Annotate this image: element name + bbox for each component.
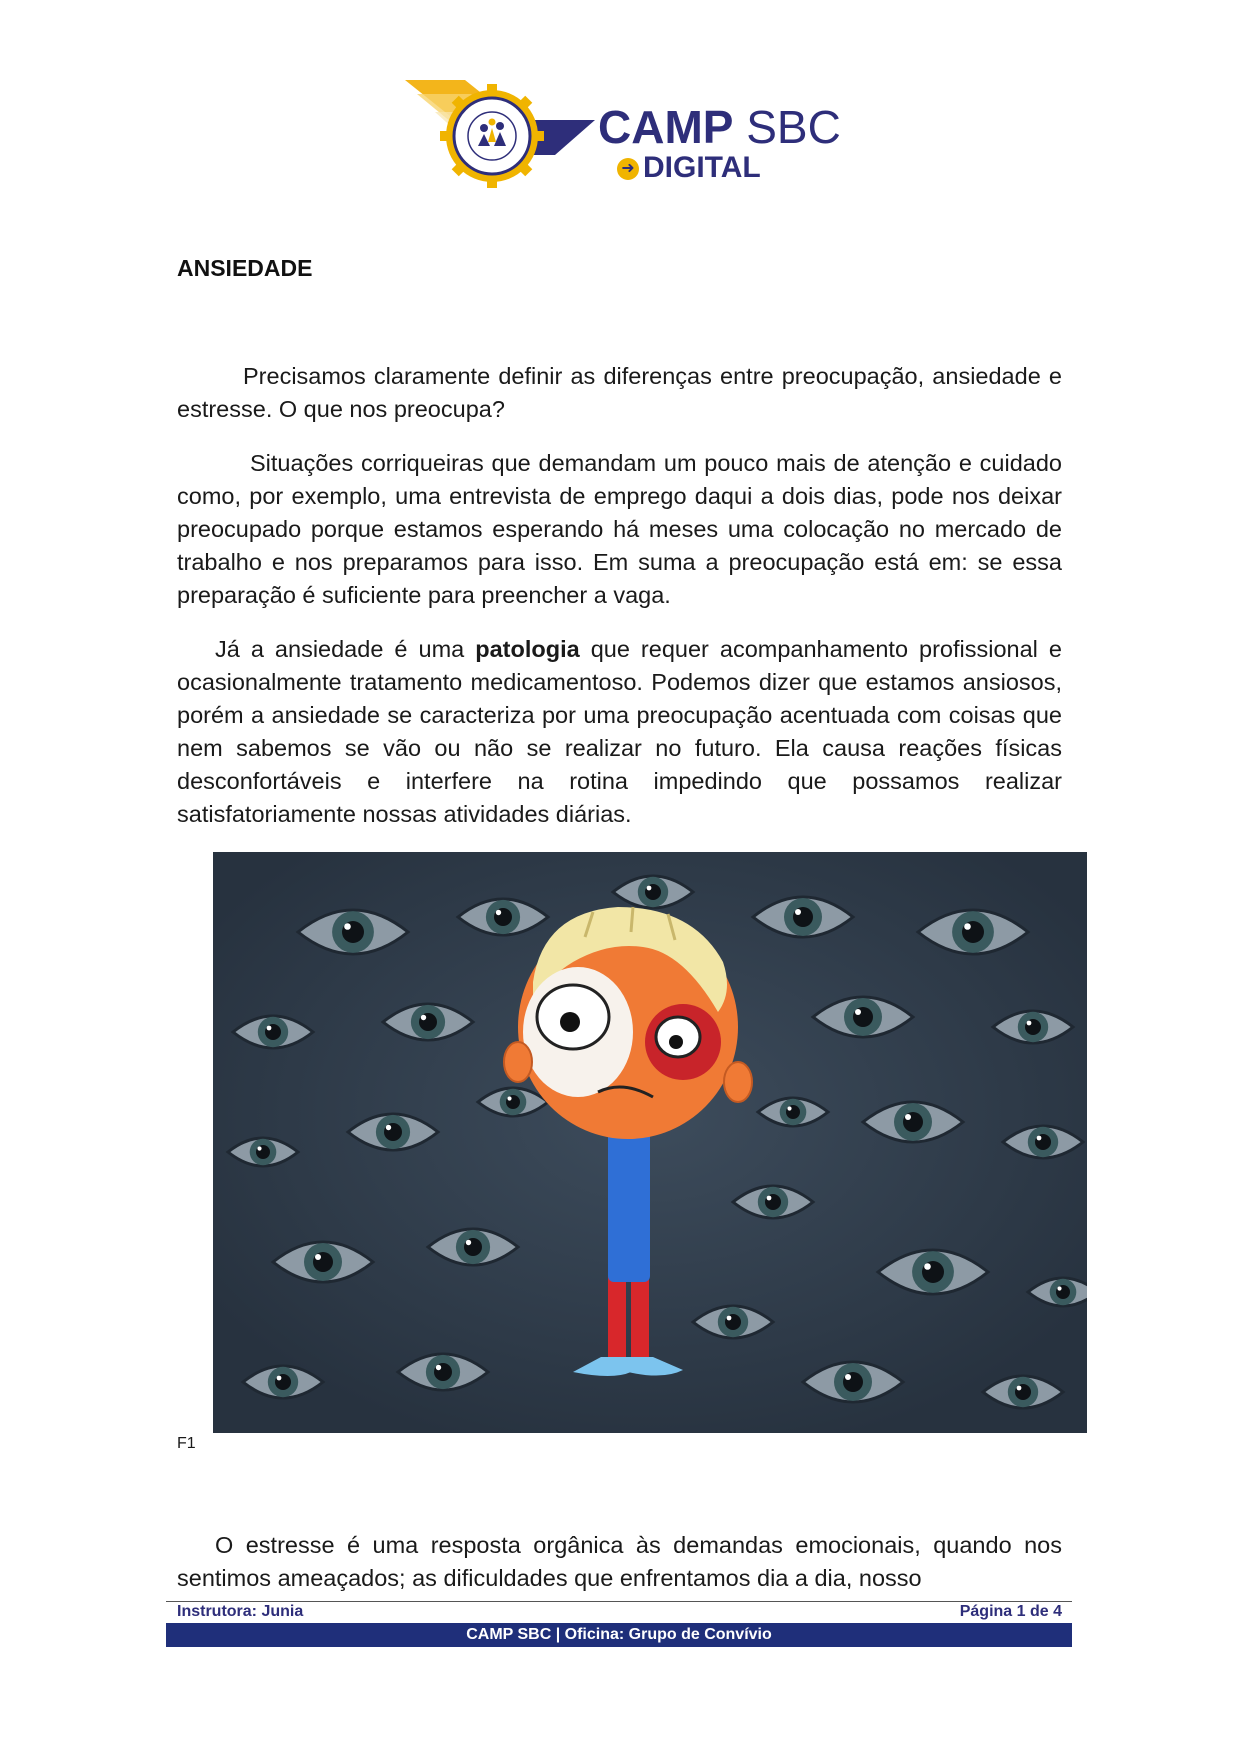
paragraph-3 [177,633,1062,831]
logo-brand-bold: CAMP [598,101,734,153]
footer-instructor: Instrutora: Junia [177,1603,304,1620]
logo-emblem [405,80,605,200]
footer-page-number: Página 1 de 4 [959,1603,1062,1620]
eyes-background [213,852,1087,1433]
paragraph-1: Precisamos claramente definir as diferenças entre preocupação, ansiedade e estresse. O que nos preocupa? [177,363,1062,422]
paragraph-3-start: Já a ansiedade é uma [215,636,476,662]
logo-brand-text [598,101,841,153]
paragraph-4: O estresse é uma resposta orgânica às demandas emocionais, quando nos sentimos ameaçados; as dificuldades que enfrentamos dia a dia, nosso [177,1532,1062,1591]
paragraph-2: Situações corriqueiras que demandam um pouco mais de atenção e cuidado como, por exemplo, uma entrevista de emprego daqui a dois dias, pode nos deixar preocupado porque estamos esperando há meses uma colocação no mercado de trabalho e nos preparamos para isso. Em suma a preocupação está em: se essa preparação é suficiente para preencher a vaga. [177,450,1062,608]
footer-bar: CAMP SBC | Oficina: Grupo de Convívio [166,1623,1072,1647]
logo-brand-light: SBC [746,101,841,153]
page-title: ANSIEDADE [177,255,313,281]
paragraph-3-bold-term: patologia [475,636,580,662]
anxiety-illustration [213,852,1087,1433]
logo-subtitle: DIGITAL [643,151,761,184]
paragraph-3-end: que requer acompanhamento profissional e ocasionalmente tratamento medicamentoso. Podemos dizer que estamos ansiosos, porém a ansiedade se caracteriza por uma preocupação acentuada com coisas que nem sabemos se vão ou não se realizar no futuro. Ela causa reações físicas desconfortáveis e interfere na rotina impedindo que possamos realizar satisfatoriamente nossas atividades diárias. [177,636,1062,827]
arrow-right-circle-icon: ➜ [617,158,639,180]
footer-divider [166,1601,1072,1602]
camp-sbc-logo [405,80,845,200]
figure-caption: F1 [177,1435,196,1452]
